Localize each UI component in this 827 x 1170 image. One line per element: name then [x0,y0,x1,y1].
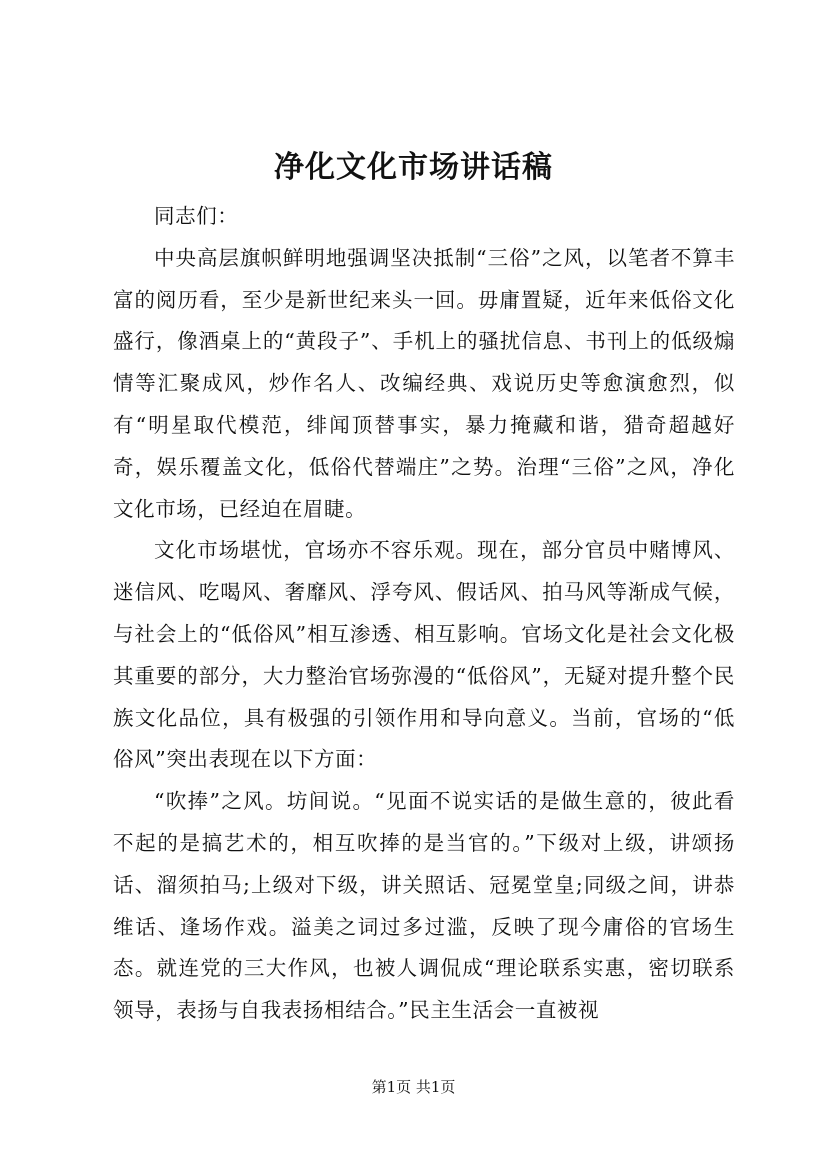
page-footer: 第1页 共1页 [371,1078,456,1096]
body-paragraph-1: 中央高层旗帜鲜明地强调坚决抵制“三俗”之风，以笔者不算丰富的阅历看，至少是新世纪来头一回。毋庸置疑，近年来低俗文化盛行，像酒桌上的“黄段子”、手机上的骚扰信息、书刊上的低级煽情等汇聚成风，炒作名人、改编经典、戏说历史等愈演愈烈，似有“明星取代模范，绯闻顶替事实，暴力掩藏和谐，猎奇超越好奇，娱乐覆盖文化，低俗代替端庄”之势。治理“三俗”之风，净化文化市场，已经迫在眉睫。 [113,245,735,521]
salutation-paragraph: 同志们： [154,204,239,228]
body-paragraph-2: 文化市场堪忧，官场亦不容乐观。现在，部分官员中赌博风、迷信风、吃喝风、奢靡风、浮夸风、假话风、拍马风等渐成气候，与社会上的“低俗风”相互渗透、相互影响。官场文化是社会文化极其重要的部分，大力整治官场弥漫的“低俗风”，无疑对提升整个民族文化品位，具有极强的引领作用和导向意义。当前，官场的“低俗风”突出表现在以下方面： [113,538,735,772]
document-title: 净化文化市场讲话稿 [274,150,553,185]
document-body [113,196,735,1032]
body-paragraph-3: “吹捧”之风。坊间说。“见面不说实话的是做生意的，彼此看不起的是搞艺术的，相互吹捧的是当官的。”下级对上级，讲颂扬话、溜须拍马;上级对下级，讲关照话、冠冕堂皇;同级之间，讲恭维话、逢场作戏。溢美之词过多过滥，反映了现今庸俗的官场生态。就连党的三大作风，也被人调侃成“理论联系实惠，密切联系领导，表扬与自我表扬相结合。”民主生活会一直被视 [113,789,735,1023]
